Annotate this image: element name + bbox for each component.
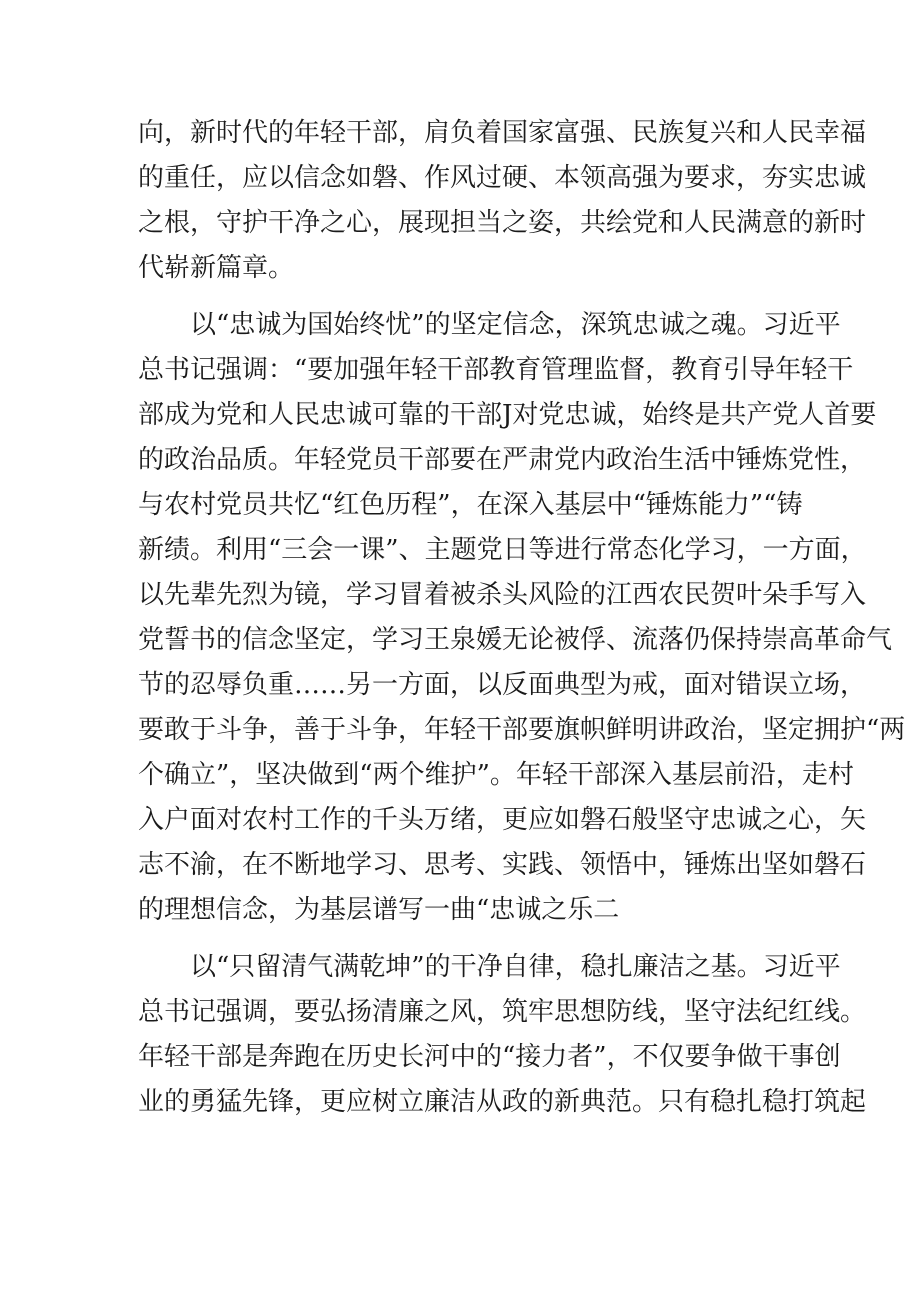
paragraph-3-line-1: 以“只留清气满乾坤”的干净自律，稳扎廉洁之基。习近平 [190, 952, 841, 982]
paragraph-2-line-6: 新绩。利用“三会一课”、主题党日等进行常态化学习，一方面， [138, 535, 867, 565]
paragraph-3-line-3: 年轻干部是奔跑在历史长河中的“接力者”，不仅要争做干事创 [138, 1042, 841, 1072]
paragraph-2-line-3: 部成为党和人民忠诚可靠的干部J对党忠诚，始终是共产党人首要 [138, 400, 877, 430]
paragraph-2-line-1: 以“忠诚为国始终忧”的坚定信念，深筑忠诚之魂。习近平 [190, 310, 841, 340]
paragraph-2-line-9: 节的忍辱负重……另一方面，以反面典型为戒，面对错误立场， [138, 670, 867, 700]
paragraph-1-line-3: 之根，守护干净之心，展现担当之姿，共绘党和人民满意的新时 [138, 208, 867, 238]
paragraph-1-line-1: 向，新时代的年轻干部，肩负着国家富强、民族复兴和人民幸福 [138, 118, 867, 148]
paragraph-1-line-2: 的重任，应以信念如磐、作风过硬、本领高强为要求，夯实忠诚 [138, 163, 867, 193]
paragraph-2-line-8: 党誓书的信念坚定，学习王泉媛无论被俘、流落仍保持崇高革命气 [138, 625, 893, 655]
paragraph-3-line-2: 总书记强调，要弘扬清廉之风，筑牢思想防线，坚守法纪红线。 [138, 997, 867, 1027]
paragraph-2-line-5: 与农村党员共忆“红色历程”，在深入基层中“锤炼能力”“铸 [138, 490, 803, 520]
paragraph-1-line-4: 代崭新篇章。 [138, 253, 295, 283]
paragraph-2-line-13: 志不渝，在不断地学习、思考、实践、领悟中，锤炼出坚如磐石 [138, 850, 867, 880]
paragraph-2-line-4: 的政治品质。年轻党员干部要在严肃党内政治生活中锤炼党性， [138, 445, 867, 475]
paragraph-2-line-12: 入户面对农村工作的千头万绪，更应如磐石般坚守忠诚之心，矢 [138, 805, 867, 835]
paragraph-2-line-2: 总书记强调：“要加强年轻干部教育管理监督，教育引导年轻干 [138, 355, 854, 385]
paragraph-3-line-4: 业的勇猛先锋，更应树立廉洁从政的新典范。只有稳扎稳打筑起 [138, 1087, 867, 1117]
paragraph-2-line-10: 要敢于斗争，善于斗争，年轻干部要旗帜鲜明讲政治，坚定拥护“两 [138, 715, 906, 745]
paragraph-2-line-14: 的理想信念，为基层谱写一曲“忠诚之乐二 [138, 895, 620, 925]
paragraph-2-line-7: 以先辈先烈为镜，学习冒着被杀头风险的江西农民贺叶朵手写入 [138, 580, 867, 610]
paragraph-2-line-11: 个确立”，坚决做到“两个维护”。年轻干部深入基层前沿，走村 [138, 760, 854, 790]
